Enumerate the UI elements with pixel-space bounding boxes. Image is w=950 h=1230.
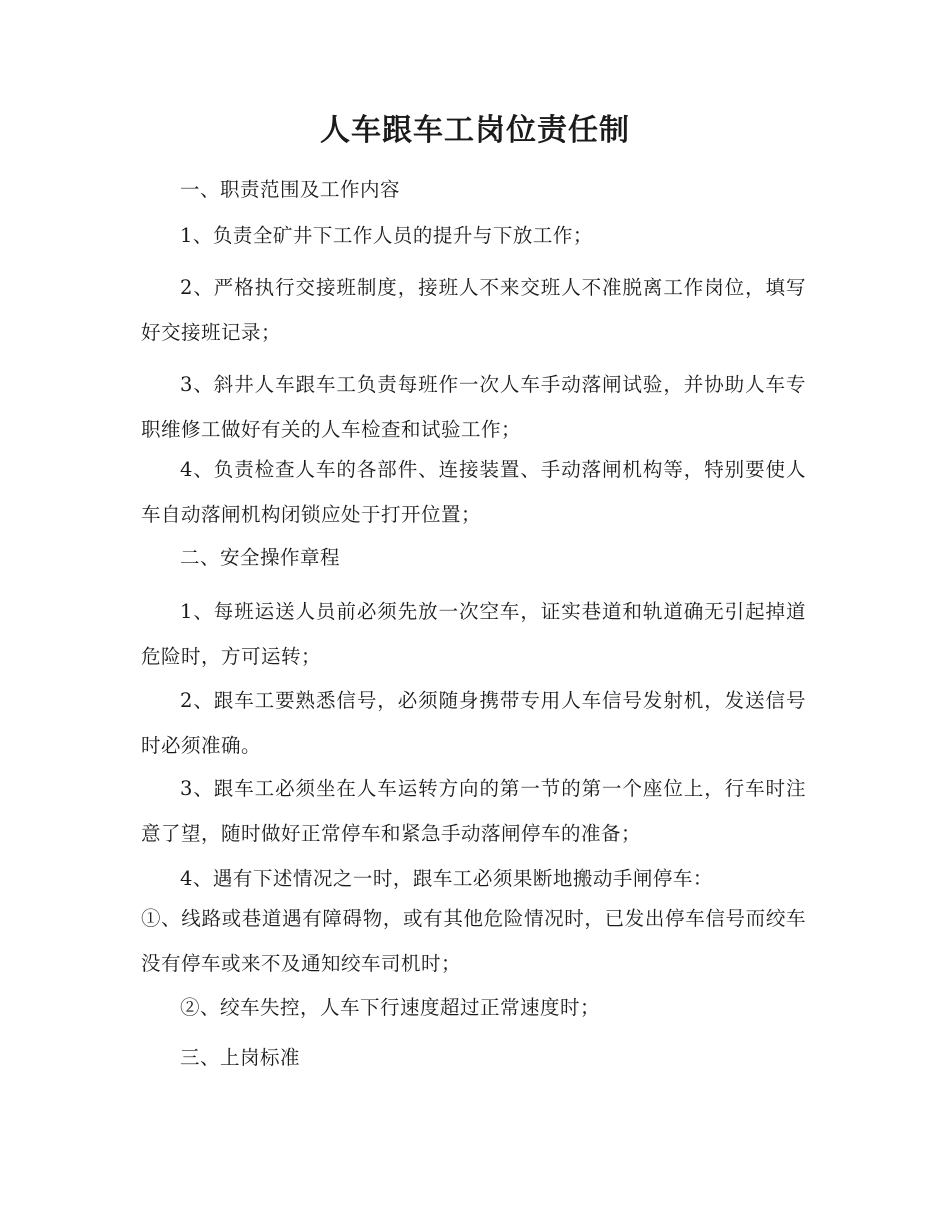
paragraph-safety-1: 1、每班运送人员前必须先放一次空车，证实巷道和轨道确无引起掉道危险时，方可运转； [141,600,806,668]
paragraph-safety-4-item-1: ①、线路或巷道遇有障碍物，或有其他危险情况时，已发出停车信号而绞车没有停车或来不及通知绞车司机时； [141,907,806,975]
section-heading-duties: 一、职责范围及工作内容 [180,178,401,201]
paragraph-safety-4: 4、遇有下述情况之一时，跟车工必须果断地搬动手闸停车： [180,867,713,890]
section-heading-standards: 三、上岗标准 [180,1046,301,1069]
document-title: 人车跟车工岗位责任制 [320,113,630,148]
paragraph-duty-3: 3、斜井人车跟车工负责每班作一次人车手动落闸试验，并协助人车专职维修工做好有关的人车检查和试验工作； [141,373,806,441]
paragraph-safety-4-item-2: ②、绞车失控，人车下行速度超过正常速度时； [180,996,601,1019]
paragraph-duty-2: 2、严格执行交接班制度，接班人不来交班人不准脱离工作岗位，填写好交接班记录； [141,276,806,344]
paragraph-duty-1: 1、负责全矿井下工作人员的提升与下放工作； [180,224,593,247]
paragraph-duty-4: 4、负责检查人车的各部件、连接装置、手动落闸机构等，特别要使人车自动落闸机构闭锁应处于打开位置； [141,458,806,526]
paragraph-safety-2: 2、跟车工要熟悉信号，必须随身携带专用人车信号发射机，发送信号时必须准确。 [141,689,806,757]
paragraph-safety-3: 3、跟车工必须坐在人车运转方向的第一节的第一个座位上，行车时注意了望，随时做好正常停车和紧急手动落闸停车的准备； [141,777,806,845]
section-heading-safety: 二、安全操作章程 [180,546,341,569]
